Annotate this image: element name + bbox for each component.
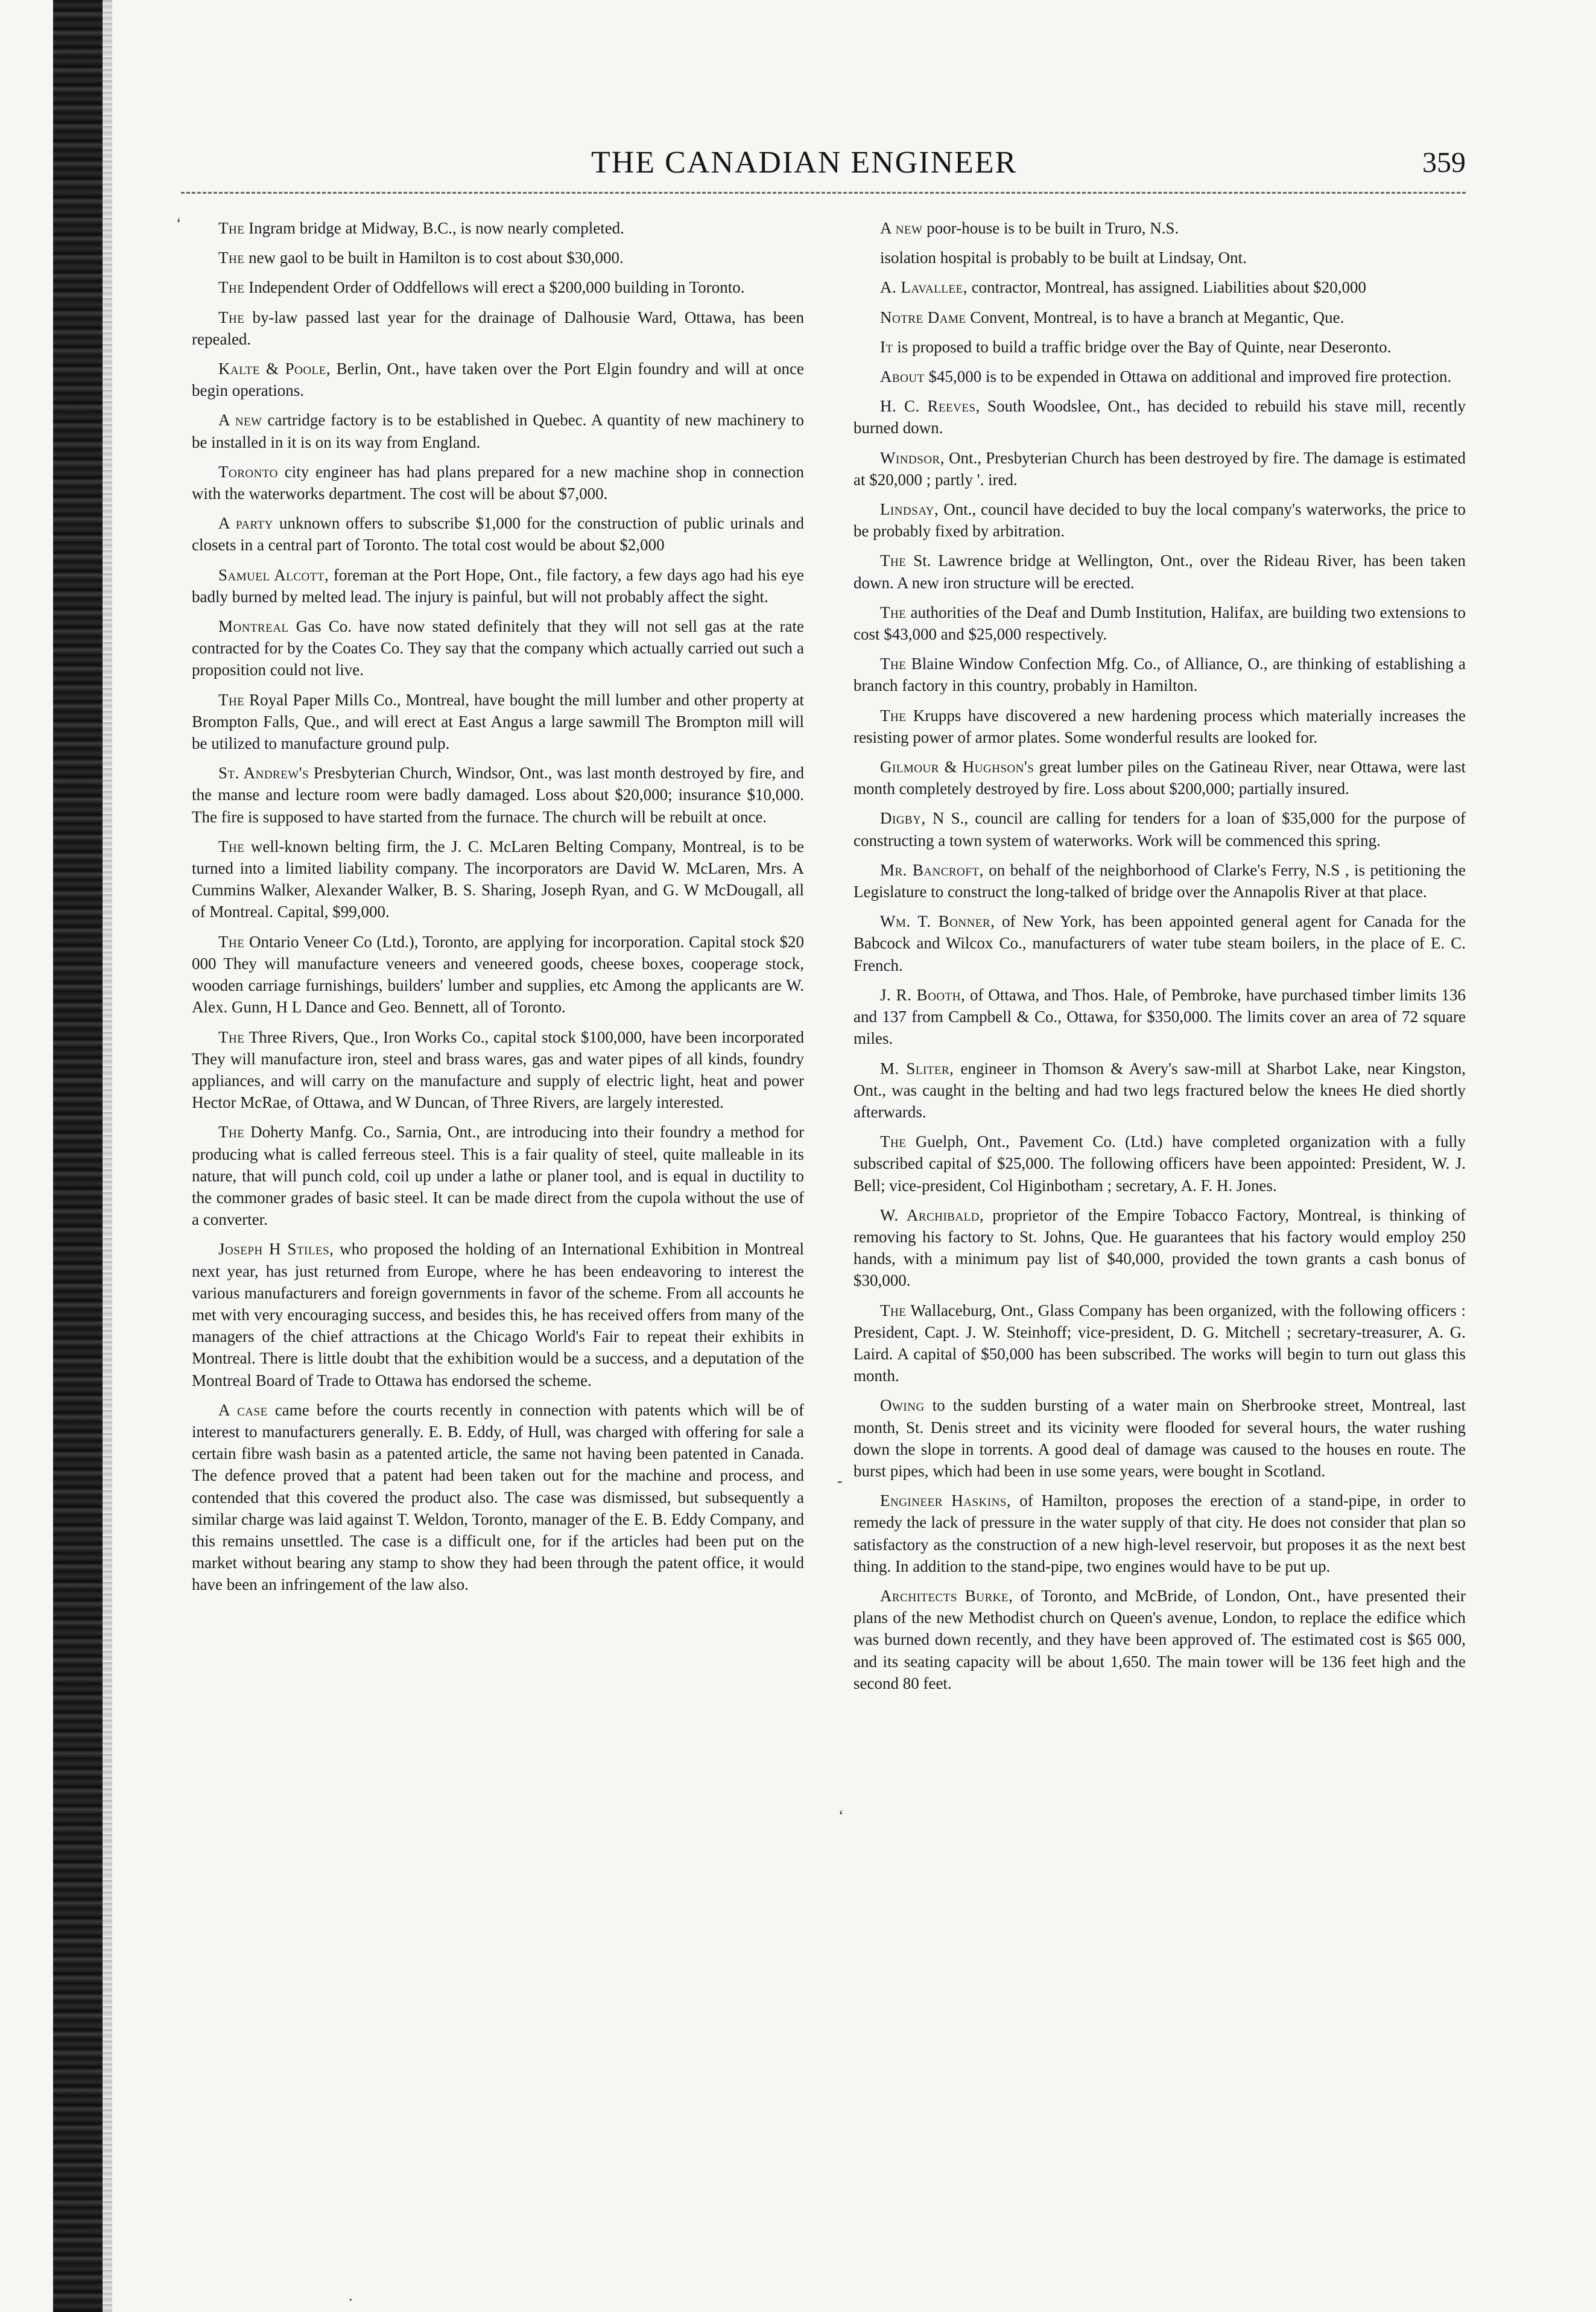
item-text: is proposed to build a traffic bridge over the Bay of Quinte, near Deseronto.: [893, 337, 1392, 356]
item-lead-words: The: [880, 1132, 907, 1151]
item-text: Krupps have discovered a new hardening process which materially increases the resisting power of armor plates. Some wonderful results are looked for.: [853, 706, 1466, 746]
item-lead-words: The: [218, 1123, 245, 1142]
news-item: [192, 564, 804, 608]
news-item: [853, 366, 1466, 387]
item-text: of Toronto, and McBride, of London, Ont., have presented their plans of the new Methodist church on Queen's avenue, London, to replace the edifice which was burned down recently, and they have been approved of. The estimated cost is $65 000, and its seating capacity will be about 1,650. The main tower will be 136 feet high and the second 80 feet.: [853, 1586, 1466, 1692]
item-text: city engineer has had plans prepared for a new machine shop in connection with the waterworks department. The cost will be about $7,000.: [192, 462, 804, 503]
news-item: [853, 984, 1466, 1050]
item-text: Ont., Presbyterian Church has been destroyed by fire. The damage is estimated at $20,000 ; partly '. ired.: [853, 448, 1466, 489]
item-text: of New York, has been appointed general agent for Canada for the Babcock and Wilcox Co., manufacturers of water tube steam boilers, in the place of E. C. French.: [853, 912, 1466, 974]
page-number: 359: [1422, 147, 1466, 179]
item-lead-words: A new: [218, 411, 262, 430]
item-text: Royal Paper Mills Co., Montreal, have bought the mill lumber and other property at Brompton Falls, Que., and will erect at East Angus a large sawmill The Brompton mill will be utilized to manufacture ground pulp.: [192, 690, 804, 753]
item-text: Ontario Veneer Co (Ltd.), Toronto, are applying for incorporation. Capital stock $20 000 They will manufacture veneers and veneered goods, cheese boxes, cooperage stock, wooden carriage furnishings, builders' lumber and supplies, etc Among the applicants are W. Alex. Gunn, H L Dance and Geo. Bennett, all of Toronto.: [192, 932, 804, 1017]
item-lead-words: Joseph H Stiles,: [218, 1240, 334, 1259]
news-item: [192, 358, 804, 401]
item-text: of Hamilton, proposes the erection of a stand-pipe, in order to remedy the lack of pressure in the water supply of that city. He does not consider that plan so satisfactory as the construction of a new high-level reservoir, but proposes it as the next best thing. In addition to the stand-pipe, two engines would have to be put up.: [853, 1491, 1466, 1575]
right-column: [853, 217, 1466, 1702]
item-lead-words: A case: [218, 1400, 268, 1419]
item-text: on behalf of the neighborhood of Clarke's Ferry, N.S , is petitioning the Legislature to construct the long-talked of bridge over the Annapolis River at that place.: [853, 860, 1466, 901]
item-text: Ingram bridge at Midway, B.C., is now nearly completed.: [244, 219, 624, 237]
item-text: unknown offers to subscribe $1,000 for the construction of public urinals and closets in a central part of Toronto. The total cost would be about $2,000: [192, 514, 804, 554]
news-item: [192, 1399, 804, 1596]
item-lead-words: J. R. Booth,: [880, 985, 966, 1004]
item-lead-words: Lindsay,: [880, 500, 939, 519]
item-text: proprietor of the Empire Tobacco Factory, Montreal, is thinking of removing his factory to St. Johns, Que. He guarantees that his factory would employ 250 hands, with a minimum pay list of $40,000, provided the town grants a cash bonus of $30,000.: [853, 1205, 1466, 1290]
item-text: Berlin, Ont., have taken over the Port Elgin foundry and will at once begin operations.: [192, 360, 804, 400]
news-item: [192, 1121, 804, 1230]
news-item: [192, 836, 804, 923]
news-item: [853, 276, 1466, 298]
news-item: [853, 550, 1466, 593]
stray-mark: .: [349, 2287, 353, 2304]
item-lead-words: Owing: [880, 1396, 925, 1415]
news-item: [853, 1204, 1466, 1292]
stray-mark: ‘: [838, 1807, 844, 1825]
item-text: came before the courts recently in connection with patents which will be of interest to manufacturers generally. E. B. Eddy, of Hull, was charged with offering for sale a certain fibre wash basin as a patented article, the same not having been patented in Canada. The defence proved that a patent had been taken out for the machine and process, and contended that this covered the product also. The case was dismissed, but subsequently a similar charge was laid against T. Weldon, Toronto, manager of the E. B. Eddy Company, and this remains unsettled. The case is a difficult one, for if the articles had been put on the market without bearing any stamp to show they had been through the patent office, it would have been an infringement of the law also.: [192, 1400, 805, 1594]
item-lead-words: Wm. T. Bonner,: [880, 912, 995, 931]
news-item: [853, 1300, 1466, 1387]
news-item: [192, 276, 804, 298]
news-item: [192, 1026, 804, 1114]
item-text: $45,000 is to be expended in Ottawa on additional and improved fire protection.: [924, 367, 1452, 386]
item-lead-words: Windsor,: [880, 448, 945, 467]
news-item: [192, 306, 804, 350]
item-lead-words: Toronto: [218, 462, 278, 481]
item-lead-words: A. Lavallee,: [880, 278, 967, 297]
news-item: [853, 336, 1466, 358]
item-text: Ont., council have decided to buy the local company's waterworks, the price to be probably fixed by arbitration.: [853, 500, 1466, 541]
news-item: [192, 247, 804, 268]
news-item: [192, 689, 804, 755]
item-text: Guelph, Ont., Pavement Co. (Ltd.) have completed organization with a fully subscribed capital of $25,000. The following officers have been appointed: President, W. J. Bell; vice-president, Col Higinbotham ; secretary, A. F. H. Jones.: [853, 1132, 1466, 1195]
item-text: well-known belting firm, the J. C. McLaren Belting Company, Montreal, is to be turned into a limited liability company. The incorporators are David W. McLaren, Mrs. A Cummins Walker, Alexander Walker, B. S. Sharing, Joseph Ryan, and G. W McDougall, all of Montreal. Capital, $99,000.: [192, 837, 804, 921]
item-text: by-law passed last year for the drainage of Dalhousie Ward, Ottawa, has been repealed.: [192, 308, 804, 348]
book-spine-binding: [53, 0, 103, 2312]
item-text: Three Rivers, Que., Iron Works Co., capital stock $100,000, have been incorporated They will manufacture iron, steel and brass wares, gas and water pipes of all kinds, foundry appliances, and will carry on the manufacture and supply of electric light, heat and power Hector McRae, of Ottawa, and W Duncan, of Three Rivers, are largely interested.: [192, 1027, 804, 1112]
news-item: [192, 762, 804, 828]
item-lead-words: Montreal: [218, 617, 289, 636]
item-lead-words: The: [218, 837, 245, 856]
item-text: contractor, Montreal, has assigned. Liabilities about $20,000: [967, 278, 1366, 297]
news-item: [853, 859, 1466, 903]
news-item: [853, 395, 1466, 439]
item-text: N S., council are calling for tenders for a loan of $35,000 for the purpose of constructing a town system of waterworks. Work will be commenced this spring.: [853, 809, 1466, 850]
news-item: [853, 247, 1466, 268]
item-lead-words: The: [218, 690, 245, 709]
news-item: [192, 1238, 804, 1391]
item-lead-words: The: [218, 219, 245, 237]
item-lead-words: A new: [880, 219, 923, 237]
item-lead-words: A party: [218, 514, 273, 533]
news-item: [853, 447, 1466, 491]
item-lead-words: Gilmour & Hughson's: [880, 758, 1034, 776]
stray-mark: -: [837, 1472, 843, 1490]
item-lead-words: Notre Dame: [880, 308, 966, 326]
item-lead-words: The: [218, 932, 245, 951]
left-column: [192, 217, 804, 1604]
news-item: [853, 807, 1466, 851]
item-text: great lumber piles on the Gatineau River, near Ottawa, were last month completely destroyed by fire. Loss about $200,000; partially insured.: [853, 758, 1466, 798]
item-text: South Woodslee, Ont., has decided to rebuild his stave mill, recently burned down.: [853, 397, 1466, 437]
item-lead-words: The: [218, 308, 245, 326]
item-text: authorities of the Deaf and Dumb Institution, Halifax, are building two extensions to cost $43,000 and $25,000 respectively.: [853, 603, 1466, 644]
news-item: [853, 705, 1466, 748]
item-text: Doherty Manfg. Co., Sarnia, Ont., are introducing into their foundry a method for producing what is called ferreous steel. This is a fair quality of steel, quite malleable in its nature, that will punch cold, coil up under a lathe or planer tool, and is equal in ductility to the commoner grades of basic steel. It can be made direct from the cupola without the use of a converter.: [192, 1123, 804, 1229]
news-item: [853, 1490, 1466, 1577]
journal-title: THE CANADIAN ENGINEER: [591, 145, 1018, 180]
news-item: [192, 409, 804, 453]
item-text: engineer in Thomson & Avery's saw-mill at Sharbot Lake, near Kingston, Ont., was caught in the belting and had two legs fractured below the knees He died shortly afterwards.: [853, 1059, 1466, 1121]
item-lead-words: The: [218, 1027, 245, 1046]
item-text: Wallaceburg, Ont., Glass Company has been organized, with the following officers : President, Capt. J. W. Steinhoff; vice-president, D. G. Mitchell ; secretary-treasurer, A. G. Laird. A capital of $50,000 has been subscribed. The works will begin to turn out glass this month.: [853, 1301, 1466, 1385]
item-lead-words: The: [880, 1301, 907, 1320]
news-item: [853, 756, 1466, 799]
news-item: [853, 1585, 1466, 1694]
header-rule: [181, 192, 1466, 194]
item-lead-words: It: [880, 337, 893, 356]
item-text: poor-house is to be built in Truro, N.S.: [922, 219, 1179, 237]
item-lead-words: M. Sliter,: [880, 1059, 954, 1078]
running-header: [181, 145, 1466, 179]
item-lead-words: The: [218, 249, 245, 267]
item-text: Independent Order of Oddfellows will erect a $200,000 building in Toronto.: [244, 278, 745, 297]
item-text: Convent, Montreal, is to have a branch at Megantic, Que.: [966, 308, 1344, 326]
item-text: St. Lawrence bridge at Wellington, Ont., over the Rideau River, has been taken down. A new iron structure will be erected.: [853, 551, 1466, 592]
news-item: [853, 1058, 1466, 1123]
item-lead-words: The: [880, 706, 907, 725]
news-item: [192, 931, 804, 1018]
item-text: who proposed the holding of an International Exhibition in Montreal next year, has just returned from Europe, where he has been endeavoring to interest the various manufacturers and foreign governments in favor of the scheme. From all accounts he met with very encouraging success, and besides this, he has received offers from many of the managers of the chief attractions at the Chicago World's Fair to repeat their exhibits in Montreal. There is little doubt that the exhibition would be a success, and a deputation of the Montreal Board of Trade to Ottawa has endorsed the scheme.: [192, 1240, 804, 1389]
item-lead-words: Kalte & Poole,: [218, 360, 331, 378]
item-text: new gaol to be built in Hamilton is to cost about $30,000.: [244, 249, 624, 267]
news-item: [853, 602, 1466, 645]
item-lead-words: Engineer Haskins,: [880, 1491, 1012, 1510]
item-text: Blaine Window Confection Mfg. Co., of Alliance, O., are thinking of establishing a branch factory in this country, probably in Hamilton.: [853, 655, 1466, 695]
item-lead-words: St. Andrew's: [218, 764, 309, 783]
item-lead-words: Samuel Alcott,: [218, 565, 329, 584]
item-text: cartridge factory is to be established in Quebec. A quantity of new machinery to be installed in it is on its way from England.: [192, 411, 804, 451]
item-text: Gas Co. have now stated definitely that they will not sell gas at the rate contracted for by the Coates Co. They say that the company which actually carried out such a proposition could not live.: [192, 617, 804, 679]
news-item: [192, 615, 804, 681]
item-lead-words: Digby,: [880, 809, 926, 828]
news-item: [192, 512, 804, 556]
news-item: [192, 461, 804, 504]
item-lead-words: Mr. Bancroft,: [880, 860, 984, 879]
news-item: [853, 910, 1466, 976]
item-text: Presbyterian Church, Windsor, Ont., was last month destroyed by fire, and the manse and lecture room were badly damaged. Loss about $20,000; insurance $10,000. The fire is supposed to have started from the furnace. The church will be rebuilt at once.: [192, 764, 804, 826]
item-text: foreman at the Port Hope, Ont., file factory, a few days ago had his eye badly burned by melted lead. The injury is painful, but will not probably affect the sight.: [192, 565, 805, 606]
item-text: of Ottawa, and Thos. Hale, of Pembroke, have purchased timber limits 136 and 137 from Campbell & Co., Ottawa, for $350,000. The limits cover an area of 72 square miles.: [853, 985, 1466, 1048]
item-lead-words: The: [880, 655, 907, 673]
news-item: [192, 217, 804, 239]
item-lead-words: W. Archibald,: [880, 1205, 984, 1224]
item-lead-words: The: [880, 551, 907, 570]
item-lead-words: Architects Burke,: [880, 1586, 1013, 1605]
item-lead-words: The: [880, 603, 907, 621]
news-item: [853, 217, 1466, 239]
item-lead-words: The: [218, 278, 245, 297]
item-text: isolation hospital is probably to be built at Lindsay, Ont.: [880, 249, 1247, 267]
news-item: [853, 1394, 1466, 1482]
item-lead-words: About: [880, 367, 925, 386]
news-item: [853, 1131, 1466, 1196]
news-item: [853, 653, 1466, 696]
item-text: to the sudden bursting of a water main on Sherbrooke street, Montreal, last month, St. Denis street and its vicinity were flooded for several hours, the water rushing down the slope in torrents. A good deal of damage was caused to the houses en route. The burst pipes, which had been in use some years, were bought in Scotland.: [853, 1396, 1466, 1480]
item-lead-words: H. C. Reeves,: [880, 397, 980, 416]
stray-mark: ‘: [176, 215, 182, 232]
page-gutter-shadow: [103, 0, 112, 2312]
news-item: [853, 498, 1466, 542]
news-item: [853, 306, 1466, 328]
